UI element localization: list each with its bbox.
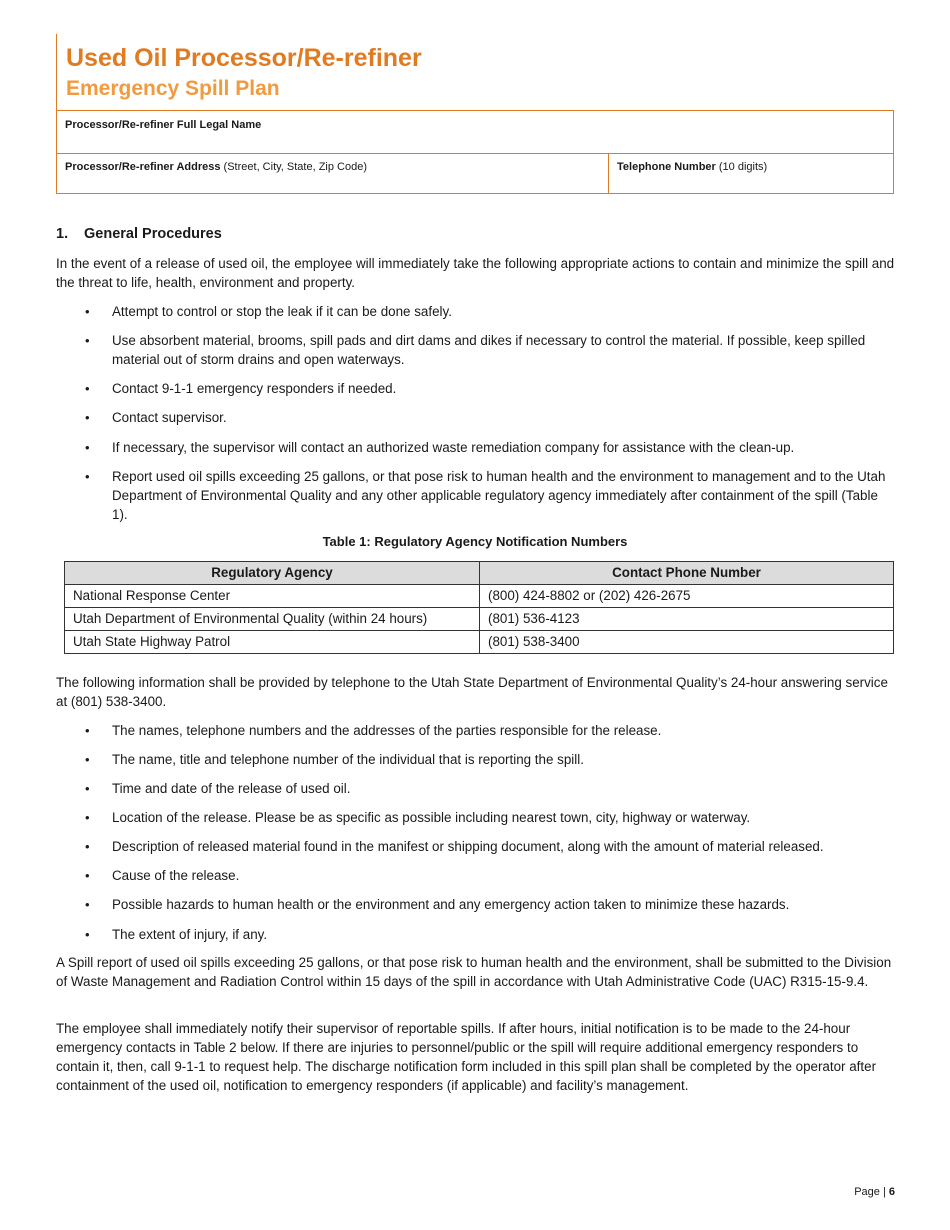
legal-name-label: Processor/Re-refiner Full Legal Name bbox=[65, 119, 262, 131]
section-heading-general-procedures: 1. General Procedures bbox=[56, 226, 222, 242]
agency-phone-cell: (801) 536-4123 bbox=[480, 608, 894, 631]
table-row bbox=[65, 608, 894, 631]
list-item: • The names, telephone numbers and the addresses of the parties responsible for the release. bbox=[85, 723, 662, 738]
info-intro-paragraph: The following information shall be provided by telephone to the Utah State Department of Environmental Quality’s 24-hour answering service at (801) 538-3400. bbox=[56, 675, 888, 709]
telephone-field[interactable] bbox=[609, 154, 893, 193]
list-item: • Contact 9-1-1 emergency responders if needed. bbox=[85, 381, 397, 396]
list-item: • Contact supervisor. bbox=[85, 410, 227, 425]
table-row bbox=[65, 631, 894, 654]
agency-phone-cell: (800) 424-8802 or (202) 426-2675 bbox=[480, 585, 894, 608]
document-header bbox=[56, 34, 895, 110]
table1-caption: Table 1: Regulatory Agency Notification Numbers bbox=[322, 534, 628, 549]
list-item: • Time and date of the release of used oil. bbox=[85, 781, 351, 796]
page-number: 6 bbox=[888, 1186, 895, 1198]
spill-report-paragraph: A Spill report of used oil spills exceeding 25 gallons, or that pose risk to human health and the environment, shall be submitted to the Division of Waste Management and Radiation Control within 15 days of the spill in accordance with Utah Administrative Code (UAC) R315-15-9.4. bbox=[56, 955, 892, 989]
address-field[interactable] bbox=[57, 154, 609, 193]
agency-table bbox=[64, 561, 894, 654]
notification-paragraph: The employee shall immediately notify their supervisor of reportable spills. If after hours, initial notification is to be made to the 24-hour emergency contacts in Table 2 below. If there are injuries to personnel/public or the spill will require additional emergency responders to contain it, then, call 9-1-1 to request help. The discharge notification form included in this spill plan shall be completed by the operator after containment of the used oil, notification to emergency responders (if applicable) and facility’s management. bbox=[56, 1021, 877, 1093]
list-item: • Description of released material found in the manifest or shipping document, along with the amount of material released. bbox=[85, 839, 824, 854]
list-item: • The name, title and telephone number of the individual that is reporting the spill. bbox=[85, 752, 584, 767]
address-label: Processor/Re-refiner Address (Street, City, State, Zip Code) bbox=[65, 161, 368, 173]
agency-name-cell: Utah State Highway Patrol bbox=[65, 631, 480, 654]
table-row bbox=[65, 585, 894, 608]
processor-info-form bbox=[56, 110, 894, 194]
document-title: Used Oil Processor/Re-refiner bbox=[66, 44, 422, 72]
list-item: • Location of the release. Please be as specific as possible including nearest town, city, highway or waterway. bbox=[85, 810, 751, 825]
list-item: • Possible hazards to human health or the environment and any emergency action taken to minimize these hazards. bbox=[85, 897, 790, 912]
column-header-agency: Regulatory Agency bbox=[65, 562, 480, 585]
legal-name-field[interactable] bbox=[57, 111, 893, 154]
list-item: • Attempt to control or stop the leak if it can be done safely. bbox=[85, 304, 452, 319]
agency-name-cell: Utah Department of Environmental Quality (within 24 hours) bbox=[65, 608, 480, 631]
page-footer bbox=[854, 1185, 895, 1199]
address-phone-row bbox=[57, 154, 893, 193]
document-subtitle: Emergency Spill Plan bbox=[66, 77, 280, 100]
list-item: • If necessary, the supervisor will contact an authorized waste remediation company for assistance with the clean-up. bbox=[85, 440, 795, 455]
intro-paragraph: In the event of a release of used oil, the employee will immediately take the following appropriate actions to contain and minimize the spill and the threat to life, health, environment and property. bbox=[56, 256, 895, 290]
agency-name-cell: National Response Center bbox=[65, 585, 480, 608]
list-item: • Cause of the release. bbox=[85, 868, 240, 883]
telephone-label: Telephone Number (10 digits) bbox=[617, 161, 768, 173]
agency-phone-cell: (801) 538-3400 bbox=[480, 631, 894, 654]
column-header-phone: Contact Phone Number bbox=[480, 562, 894, 585]
list-item: • The extent of injury, if any. bbox=[85, 927, 268, 942]
table-header-row bbox=[65, 562, 894, 585]
list-item: • Use absorbent material, brooms, spill pads and dirt dams and dikes if necessary to control the material. If possible, keep spilled material out of storm drains and open waterways. bbox=[85, 333, 866, 367]
list-item: • Report used oil spills exceeding 25 gallons, or that pose risk to human health and the environment to management and to the Utah Department of Environmental Quality and any other applicable regulatory agency immediately after containment of the spill (Table 1). bbox=[85, 469, 886, 522]
page-label: Page | bbox=[854, 1186, 889, 1198]
